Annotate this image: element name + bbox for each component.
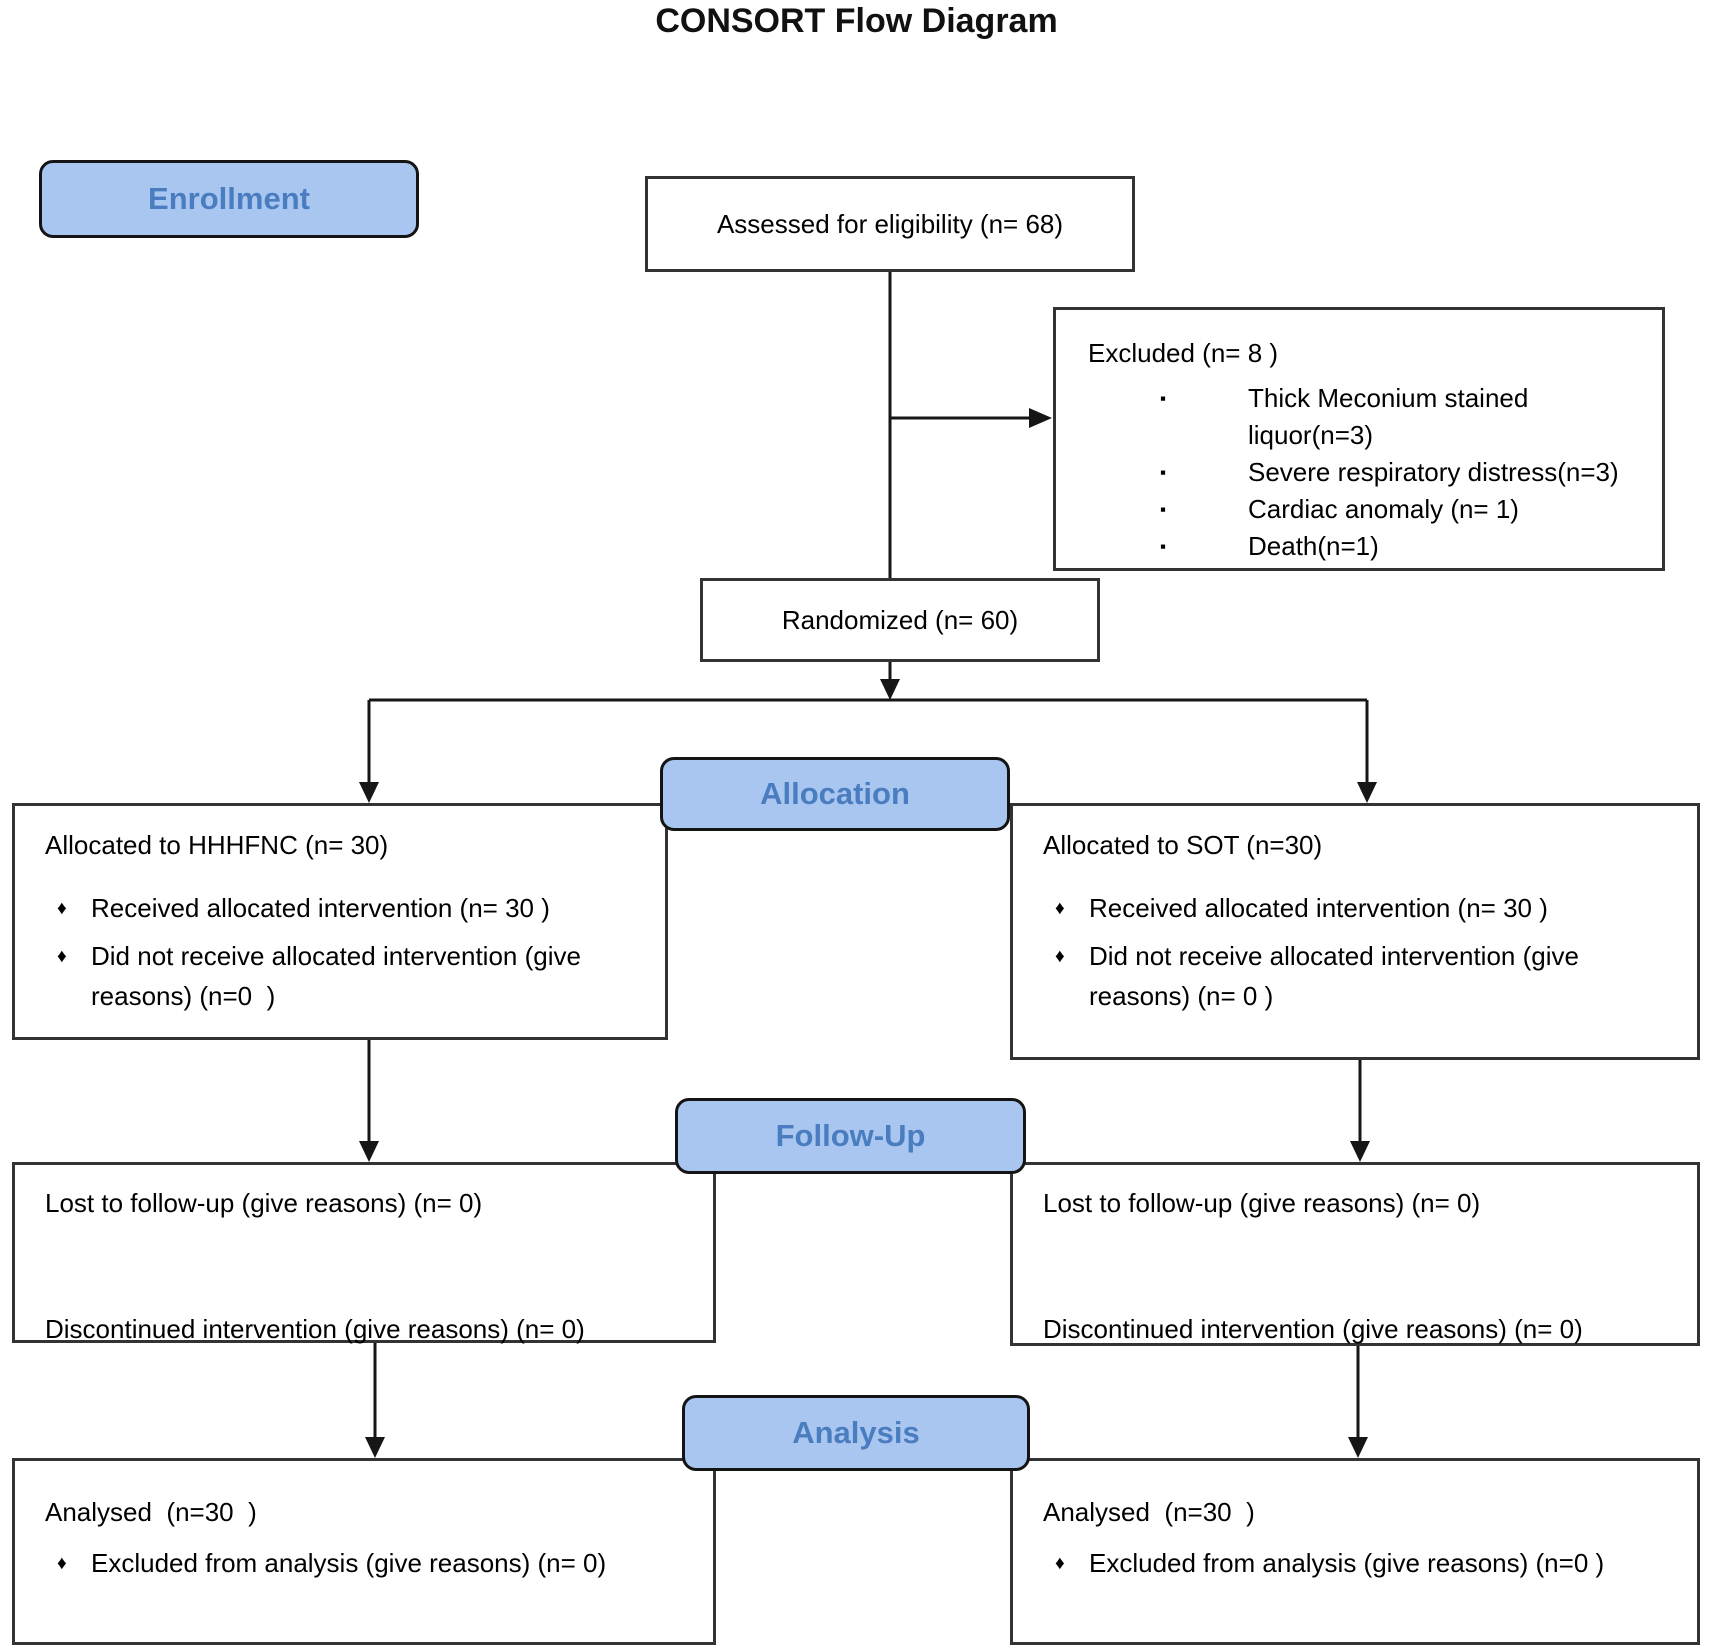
- alloc-right-to-followup-arrow: [1350, 1060, 1370, 1162]
- assessed-box: [645, 176, 1135, 272]
- allocation-right-item: ♦ Did not receive allocated intervention (give reasons) (n= 0 ): [1037, 936, 1673, 1016]
- stage-label-enrollment: [39, 160, 419, 238]
- stage-label-allocation: [660, 757, 1010, 831]
- enrollment-label-text: Enrollment: [148, 181, 310, 216]
- excluded-reason-list: [1082, 380, 1648, 565]
- diamond-bullet-icon: ♦: [57, 1553, 67, 1574]
- excluded-box: [1053, 307, 1665, 571]
- square-bullet-icon: ▪: [1160, 389, 1167, 408]
- allocation-right-box: [1010, 803, 1700, 1060]
- analysis-left-item: ♦ Excluded from analysis (give reasons) (n= 0): [39, 1543, 695, 1583]
- analysis-right-list: [1037, 1543, 1679, 1583]
- analysis-right-box: [1010, 1458, 1700, 1645]
- assessed-text: Assessed for eligibility (n= 68): [716, 209, 1064, 239]
- excluded-reason-item: ▪ Severe respiratory distress(n=3): [1082, 454, 1648, 491]
- branch-right-arrow: [1357, 700, 1377, 803]
- excluded-reason-item: ▪ Thick Meconium stained liquor(n=3): [1082, 380, 1648, 454]
- allocation-left-list: [39, 888, 641, 1016]
- followup-left-line: Discontinued intervention (give reasons) (n= 0): [45, 1314, 585, 1344]
- followup-right-box: [1010, 1162, 1700, 1346]
- followup-right-line: Lost to follow-up (give reasons) (n= 0): [1043, 1188, 1481, 1218]
- analysis-label-text: Analysis: [792, 1415, 920, 1450]
- square-bullet-icon: ▪: [1160, 537, 1167, 556]
- allocation-right-title: Allocated to SOT (n=30): [1043, 830, 1323, 860]
- stage-label-followup: [675, 1098, 1026, 1174]
- analysis-right-title: Analysed (n=30 ): [1043, 1497, 1255, 1527]
- followup-left-line: Lost to follow-up (give reasons) (n= 0): [45, 1188, 483, 1218]
- allocation-left-title: Allocated to HHHFNC (n= 30): [45, 830, 389, 860]
- excluded-reason-item: ▪ Cardiac anomaly (n= 1): [1082, 491, 1648, 528]
- allocation-left-box: [12, 803, 668, 1040]
- allocation-label-text: Allocation: [760, 776, 910, 811]
- diamond-bullet-icon: ♦: [57, 946, 67, 967]
- allocation-right-item: ♦ Received allocated intervention (n= 30 ): [1037, 888, 1673, 928]
- diamond-bullet-icon: ♦: [1055, 898, 1065, 919]
- randomized-text: Randomized (n= 60): [781, 605, 1019, 635]
- randomized-branch-arrow: [369, 662, 1367, 700]
- followup-left-to-analysis-arrow: [365, 1343, 385, 1458]
- analysis-left-list: [39, 1543, 695, 1583]
- square-bullet-icon: ▪: [1160, 500, 1167, 519]
- followup-left-box: [12, 1162, 716, 1343]
- allocation-left-item: ♦ Did not receive allocated intervention (give reasons) (n=0 ): [39, 936, 641, 1016]
- followup-right-to-analysis-arrow: [1348, 1346, 1368, 1458]
- branch-left-arrow: [359, 700, 379, 803]
- allocation-left-item: ♦ Received allocated intervention (n= 30 ): [39, 888, 641, 928]
- diamond-bullet-icon: ♦: [57, 898, 67, 919]
- diamond-bullet-icon: ♦: [1055, 1553, 1065, 1574]
- analysis-left-box: [12, 1458, 716, 1645]
- excluded-arrow: [890, 408, 1052, 428]
- diagram-title: CONSORT Flow Diagram: [655, 2, 1058, 40]
- followup-label-text: Follow-Up: [775, 1118, 926, 1153]
- stage-label-analysis: [682, 1395, 1030, 1471]
- allocation-right-list: [1037, 888, 1673, 1016]
- alloc-left-to-followup-arrow: [359, 1040, 379, 1162]
- randomized-box: [700, 578, 1100, 662]
- analysis-right-item: ♦ Excluded from analysis (give reasons) (n=0 ): [1037, 1543, 1679, 1583]
- followup-right-line: Discontinued intervention (give reasons) (n= 0): [1043, 1314, 1583, 1344]
- square-bullet-icon: ▪: [1160, 463, 1167, 482]
- excluded-reason-item: ▪ Death(n=1): [1082, 528, 1648, 565]
- diamond-bullet-icon: ♦: [1055, 946, 1065, 967]
- excluded-title: Excluded (n= 8 ): [1088, 338, 1279, 368]
- analysis-left-title: Analysed (n=30 ): [45, 1497, 257, 1527]
